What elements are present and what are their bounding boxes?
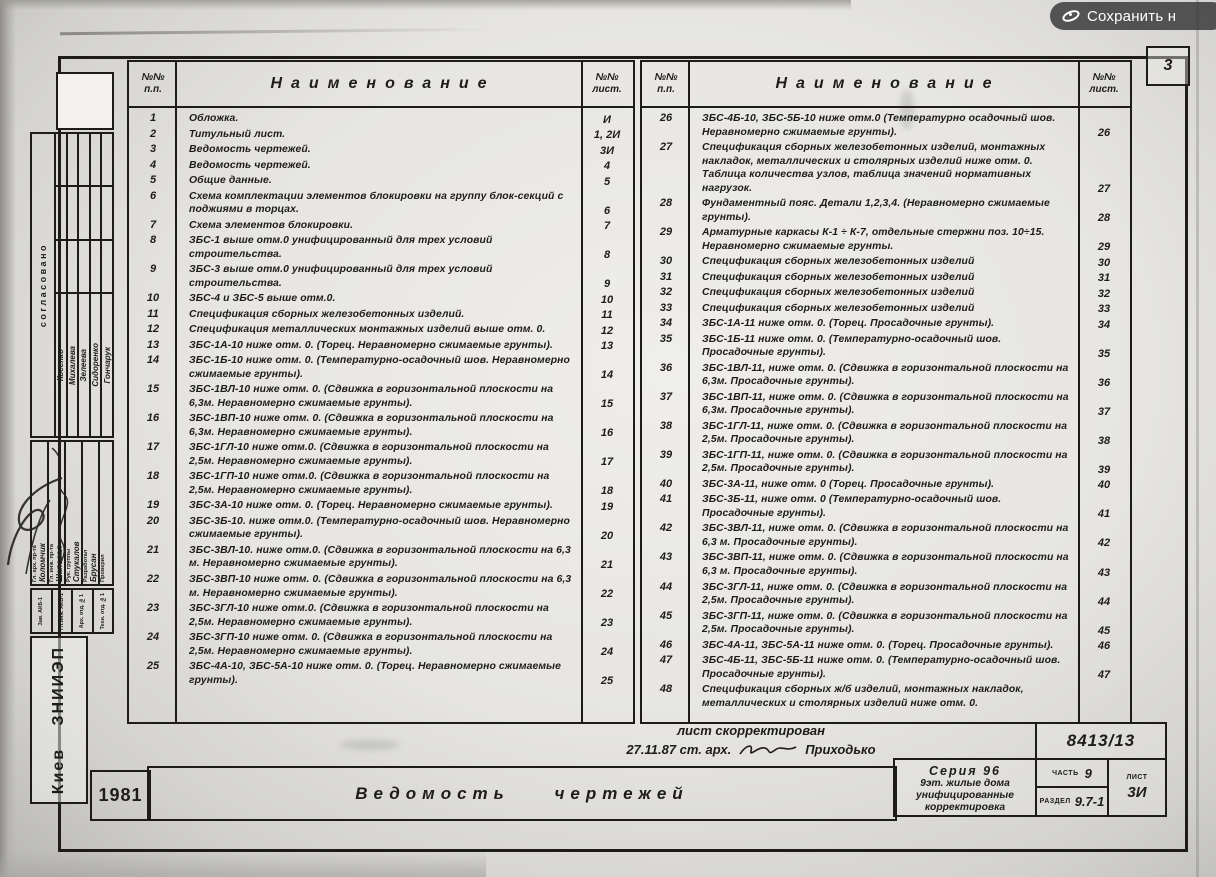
row-number: 47 [659,654,673,667]
scan-edge-shadow-bottom [0,851,486,877]
row-number: 26 [659,112,673,124]
row-number: 20 [146,514,160,527]
table-row [129,218,633,234]
row-title: ЗБС-3А-10 ниже отм. 0. (Торец. Неравномерно сжимаемые грунты). [189,500,553,512]
row-number: 31 [659,270,673,283]
row-title: ЗБС-3ГП-11, ниже отм. 0. (Сдвижка в горизонтальной плоскости на 2,5м. Просадочные грунты). [702,610,1068,636]
table-row [642,638,1130,654]
table-row [129,411,633,440]
row-title: ЗБС-1ГЛ-10 ниже отм.0. (Сдвижка в горизонтальной плоскости на 2,5м. Неравномерно сжимаемые грунты). [189,442,549,467]
row-title: Спецификация сборных ж/б изделий, монтажных накладок, металлических и столярных изделий ниже отм. 0. [702,684,1024,709]
table-row [642,521,1130,550]
agreed-strip [66,134,78,436]
drawings-table-right [640,60,1132,724]
row-sheet-number: 13 [600,340,614,353]
table-row [129,233,633,262]
table-row [642,111,1130,140]
row-sheet-number: 28 [1097,212,1111,225]
row-number: 6 [149,189,157,202]
row-title: ЗБС-1Б-10 ниже отм. 0. (Температурно-осадочный шов. Неравномерно сжимаемые грунты). [189,355,570,380]
row-sheet-number: 30 [1097,256,1111,269]
row-number: 22 [146,572,160,585]
document-number-box: 8413/13 [1035,722,1167,760]
row-title: ЗБС-1ГЛ-11, ниже отм. 0. (Сдвижка в горизонтальной плоскости на 2,5м. Просадочные грунты). [702,420,1068,446]
disk-saucer-icon [1062,10,1080,22]
row-number: 36 [659,361,673,374]
row-sheet-number: 1, 2И [593,129,621,142]
row-number: 27 [659,141,673,154]
table-row [642,285,1130,301]
row-sheet-number: 27 [1097,183,1111,196]
table-row [642,316,1130,332]
year-box: 1981 [90,770,151,821]
row-number: 41 [659,493,673,506]
row-sheet-number: 16 [600,427,614,440]
row-sheet-number: 25 [600,675,614,688]
row-title: ЗБС-1ВЛ-10 ниже отм. 0. (Сдвижка в горизонтальной плоскости на 6,3м. Неравномерно сжимаемые грунты). [189,384,554,409]
row-sheet-number: 47 [1097,669,1111,682]
row-title: ЗБС-4 и ЗБС-5 выше отм.0. [189,293,336,305]
row-title: ЗБС-1 выше отм.0 унифицированный для трех условий строительства. [189,235,493,260]
series-subtitle: 9эт. жилые дома [920,777,1010,789]
row-number: 2 [149,127,157,140]
row-sheet-number: 5 [603,175,611,188]
table-row [642,419,1130,448]
page-number-box [1146,46,1190,86]
row-title: ЗБС-1А-11 ниже отм. 0. (Торец. Просадочные грунты). [702,318,995,330]
save-overlay-button[interactable] [1050,2,1216,30]
table-row [129,262,633,291]
staff-role: Рук. группы [66,548,72,582]
row-title: Спецификация сборных железобетонных изделий [702,271,975,283]
row-number: 17 [146,441,160,454]
agreed-strips [56,134,112,436]
row-sheet-number: 36 [1097,376,1111,389]
row-title: ЗБС-1ГП-11, ниже отм. 0. (Сдвижка в горизонтальной плоскости на 2,5м. Просадочные грунты). [702,449,1068,475]
table-row [642,390,1130,419]
dept-label: Зав. АКБ-1 [38,596,45,626]
row-number: 15 [146,383,160,396]
dept-label: Гл.инж. АКБ-1 [58,592,65,630]
table-row [129,158,633,174]
table-row [129,498,633,514]
agreed-strip [100,134,112,436]
row-number: 40 [659,477,673,490]
row-title: ЗБС-3 выше отм.0 унифицированный для трех условий строительства. [189,264,493,289]
table-row [129,307,633,323]
table-row [129,291,633,307]
row-number: 13 [146,338,160,351]
row-title: Спецификация сборных железобетонных изделий [702,287,975,299]
row-sheet-number: 18 [600,485,614,498]
column-divider [688,62,690,722]
scan-fold-line [1196,0,1199,877]
table-body [129,108,633,688]
row-sheet-number: 29 [1097,241,1111,254]
row-sheet-number: 19 [600,500,614,513]
agreed-name: Сидоренко [91,343,101,387]
row-number: 29 [659,226,673,239]
table-row [129,353,633,382]
table-row [129,469,633,498]
table-row [129,189,633,218]
row-title: Спецификация сборных железобетонных изделий, монтажных накладок, металлических и столярных изделий ниже отм. 0. Таблица количества узлов, таблица значений нормативных нагрузок. [702,142,1046,194]
row-sheet-number: 24 [600,646,614,659]
staff-name: Стукалов [72,541,81,582]
dept-cell [92,590,113,632]
agreed-name: Зелеева [79,348,89,382]
header-item-number: №№ п.п. [654,71,678,95]
row-number: 25 [146,660,160,673]
row-title: ЗБС-3ВП-11, ниже отм. 0. (Сдвижка в горизонтальной плоскости на 6,3 м. Просадочные грунты). [702,552,1069,577]
row-sheet-number: 34 [1097,318,1111,331]
table-row [129,514,633,543]
row-sheet-number: 32 [1097,287,1111,300]
table-row [642,254,1130,270]
agreed-label: согласовано [38,242,48,328]
row-title: ЗБС-3А-11, ниже отм. 0 (Торец. Просадочные грунты). [702,478,995,490]
row-sheet-number: 39 [1097,463,1111,476]
row-title: ЗБС-1ВЛ-11, ниже отм. 0. (Сдвижка в горизонтальной плоскости на 6,3м. Просадочные грунты). [702,362,1069,388]
row-number: 46 [659,638,673,651]
row-sheet-number: 45 [1097,624,1111,637]
row-number: 24 [146,631,160,644]
dept-stamp [30,588,114,634]
header-sheet-number: №№ лист. [1089,71,1119,95]
row-title: ЗБС-1ГП-10 ниже отм.0. (Сдвижка в горизонтальной плоскости на 2,5м. Неравномерно сжимаемые грунты). [189,471,550,496]
row-title: ЗБС-4Б-10, ЗБС-5Б-10 ниже отм.0 (Температурно осадочный шов. Неравномерно сжимаемые грунты). [702,113,1056,138]
table-row [129,659,633,688]
row-sheet-number: 7 [603,220,611,233]
row-sheet-number: 31 [1097,272,1111,285]
row-sheet-number: 42 [1097,537,1111,550]
dept-cell [71,590,92,632]
row-number: 37 [659,390,673,403]
row-number: 33 [659,301,673,314]
agreed-name: Косенко [56,348,66,382]
table-row [129,111,633,127]
column-divider [581,62,583,722]
staff-role: Проверил [100,554,106,582]
agreed-name: Гончарук [102,346,112,384]
row-number: 32 [659,286,673,299]
row-sheet-number: 17 [600,456,614,469]
row-number: 21 [146,543,160,556]
row-title: Арматурные каркасы К-1 ÷ К-7, отдельные стержни поз. 10÷15. Неравномерно сжимаемые грунты. [702,227,1045,252]
row-title: Фундаментный пояс. Детали 1,2,3,4. (Неравномерно сжимаемые грунты). [702,198,1050,223]
table-row [642,332,1130,361]
row-sheet-number: 22 [600,588,614,601]
table-row [642,196,1130,225]
table-row [129,601,633,630]
staff-name: Коломчик [38,543,47,582]
row-sheet-number: 38 [1097,434,1111,447]
row-number: 34 [659,317,673,330]
stamp-empty-box [56,72,114,130]
row-title: ЗБС-3ВП-10 ниже отм. 0. (Сдвижка в горизонтальной плоскости на 6,3 м. Неравномерно сжимаемые грунты). [189,573,572,599]
table-row [642,270,1130,286]
dept-label: Арх. отд. №1 [79,593,86,629]
row-title: ЗБС-1Б-11 ниже отм. 0. (Температурно-осадочный шов. Просадочные грунты). [702,333,1002,359]
agreed-label-cell [32,134,56,436]
header-name: Наименование [270,75,496,92]
row-number: 11 [147,307,159,320]
organization-name: Киев ЗНИИЭП [50,645,67,795]
staff-strip [98,442,112,584]
row-sheet-number: 46 [1097,640,1111,653]
series-subtitle: корректировка [924,801,1006,813]
header-item-number: №№ п.п. [141,71,165,95]
row-number: 43 [659,551,673,564]
correction-date-author: 27.11.87 ст. арх. [626,741,732,757]
row-sheet-number: 4 [603,160,611,173]
row-title: ЗБС-3Б-11, ниже отм. 0 (Температурно-осадочный шов. Просадочные грунты). [702,494,1002,519]
row-sheet-number: 12 [600,324,614,337]
row-number: 45 [659,609,673,622]
row-title: Схема комплектации элементов блокировки на группу блок-секций с поджиями в торцах. [189,190,564,216]
row-number: 39 [659,448,673,461]
row-sheet-number: 3И [599,144,615,157]
staff-role: Гл. инж. пр-та [49,544,55,582]
row-number: 23 [146,602,160,615]
row-number: 10 [146,292,160,305]
table-body [642,108,1130,711]
row-sheet-number: И [603,113,611,126]
table-header [129,62,633,108]
table-row [129,630,633,659]
table-row [642,225,1130,254]
row-title: ЗБС-1ВП-11, ниже отм. 0. (Сдвижка в горизонтальной плоскости на 6,3м. Просадочные грунты). [702,391,1069,417]
row-sheet-number: 8 [603,249,611,262]
correction-note [596,722,906,760]
section-box: РАЗДЕЛ 9.7-1 [1035,786,1109,817]
row-title: ЗБС-4А-11, ЗБС-5А-11 ниже отм. 0. (Торец. Просадочные грунты). [702,639,1054,651]
row-number: 8 [149,234,157,247]
row-title: Ведомость чертежей. [189,144,311,156]
table-row [642,492,1130,521]
row-sheet-number: 26 [1097,127,1111,140]
column-divider [1078,62,1080,722]
dept-cell [51,590,72,632]
row-number: 19 [146,499,160,512]
row-number: 12 [146,323,160,336]
row-sheet-number: 15 [600,398,614,411]
row-sheet-number: 35 [1097,347,1111,360]
row-number: 38 [659,419,673,432]
agreed-strip [89,134,101,436]
table-row [642,653,1130,682]
table-row [642,550,1130,579]
scan-edge-shadow-left [0,0,16,877]
table-row [642,301,1130,317]
table-row [642,448,1130,477]
table-row [129,440,633,469]
row-title: Титульный лист. [189,128,286,140]
row-title: ЗБС-3ВЛ-10. ниже отм.0. (Сдвижка в горизонтальной плоскости на 6,3 м. Неравномерно сжимаемые грунты). [189,544,571,570]
staff-role: Гл. арх. пр-та [32,545,38,582]
row-title: ЗБС-4А-10, ЗБС-5А-10 ниже отм. 0. (Торец. Неравномерно сжимаемые грунты). [189,661,562,686]
row-number: 4 [149,158,157,171]
series-box [893,758,1037,817]
row-number: 3 [149,143,157,156]
series-subtitle: унифицированные [916,789,1014,801]
row-title: Спецификация сборных железобетонных изделий [702,256,975,268]
document-title: Ведомость чертежей [355,783,689,803]
row-title: Спецификация сборных железобетонных изделий. [189,308,465,320]
row-sheet-number: 10 [600,293,614,306]
row-number: 48 [659,683,673,696]
row-sheet-number: 43 [1097,566,1111,579]
row-title: Спецификация сборных железобетонных изделий [702,302,975,314]
row-number: 44 [659,580,673,593]
row-number: 16 [146,412,160,425]
staff-name: Брусан [89,553,98,582]
staff-strip [81,442,98,584]
table-row [129,543,633,572]
row-number: 7 [149,218,157,231]
table-row [642,580,1130,609]
table-row [642,477,1130,493]
header-sheet-number: №№ лист. [592,71,622,95]
row-sheet-number: 20 [600,529,614,542]
table-header [642,62,1130,108]
table-row [129,382,633,411]
table-row [129,127,633,143]
agreed-strip [56,134,66,436]
row-title: ЗБС-1А-10 ниже отм. 0. (Торец. Неравномерно сжимаемые грунты). [189,339,553,351]
row-title: Обложка. [189,113,239,124]
correction-note-line1: лист скорректирован [676,723,826,738]
agreed-strip [77,134,89,436]
row-sheet-number: 44 [1097,595,1111,608]
agreed-name: Михалева [67,345,77,385]
row-number: 28 [659,197,673,210]
table-row [129,572,633,601]
staff-name: Шаповал [55,545,64,582]
table-row [129,173,633,189]
sheet-box: ЛИСТ 3И [1107,758,1167,817]
row-sheet-number: 33 [1097,303,1111,316]
table-row [129,338,633,354]
row-sheet-number: 23 [600,617,614,630]
header-name: Наименование [775,75,1001,92]
signature-mark [737,740,799,760]
table-row [642,682,1130,711]
row-sheet-number: 40 [1097,479,1111,492]
row-title: ЗБС-4Б-11, ЗБС-5Б-11 ниже отм. 0. (Температурно-осадочный шов. Просадочные грунты). [702,655,1061,680]
row-title: Спецификация металлических монтажных изделий выше отм. 0. [189,324,546,336]
row-title: ЗБС-3ГП-10 ниже отм. 0. (Сдвижка в горизонтальной плоскости на 2,5м. Неравномерно сжимаемые грунты). [189,632,553,657]
approval-stamp [30,132,114,438]
row-number: 30 [659,255,673,268]
row-title: Ведомость чертежей. [189,159,311,171]
column-divider [175,62,177,722]
row-title: Схема элементов блокировки. [189,219,354,231]
row-title: Общие данные. [189,175,272,187]
row-number: 18 [146,470,160,483]
row-number: 14 [146,354,160,367]
part-box: ЧАСТЬ 9 [1035,758,1109,788]
correction-note-line2 [596,740,906,760]
row-title: ЗБС-3Б-10. ниже отм.0. (Температурно-осадочный шов. Неравномерно сжимаемые грунты). [189,515,570,541]
save-overlay-label: Сохранить н [1087,7,1177,25]
row-number: 1 [149,112,157,124]
row-number: 35 [659,332,673,345]
row-title: ЗБС-3ГЛ-10 ниже отм.0. (Сдвижка в горизонтальной плоскости на 2,5м. Неравномерно сжимаемые грунты). [189,603,549,628]
table-row [642,361,1130,390]
row-title: ЗБС-3ВЛ-11, ниже отм. 0. (Сдвижка в горизонтальной плоскости на 6,3 м. Просадочные грунты). [702,523,1069,548]
row-sheet-number: 21 [600,558,614,571]
dept-label: Техн. отд. №1 [99,592,106,630]
row-number: 42 [659,522,673,535]
row-number: 5 [149,174,157,187]
drawings-table-left [127,60,635,724]
page-number: 3 [1163,57,1173,74]
row-number: 9 [149,263,157,276]
table-row [129,322,633,338]
organization-box [30,636,88,804]
signature-mark [42,440,82,580]
document-title-bar [147,766,897,821]
staff-role: Разработал [83,549,89,582]
row-sheet-number: 14 [600,369,614,382]
row-sheet-number: 6 [603,204,611,217]
table-row [642,140,1130,196]
row-sheet-number: 9 [603,278,611,291]
table-row [129,142,633,158]
row-sheet-number: 41 [1097,508,1111,521]
row-sheet-number [1078,682,1130,711]
table-row [642,609,1130,638]
series-title: Серия 96 [929,763,1001,778]
correction-signer: Приходько [805,741,876,757]
row-sheet-number: 11 [601,309,613,322]
scan-edge-shadow-top [0,0,851,10]
row-sheet-number: 37 [1097,405,1111,418]
dept-cell [32,590,51,632]
row-title: ЗБС-3ГЛ-11, ниже отм. 0. (Сдвижка в горизонтальной плоскости на 2,5м. Просадочные грунты). [702,581,1068,607]
row-title: ЗБС-1ВП-10 ниже отм. 0. (Сдвижка в горизонтальной плоскости на 6,3м. Неравномерно сжимаемые грунты). [189,413,554,438]
